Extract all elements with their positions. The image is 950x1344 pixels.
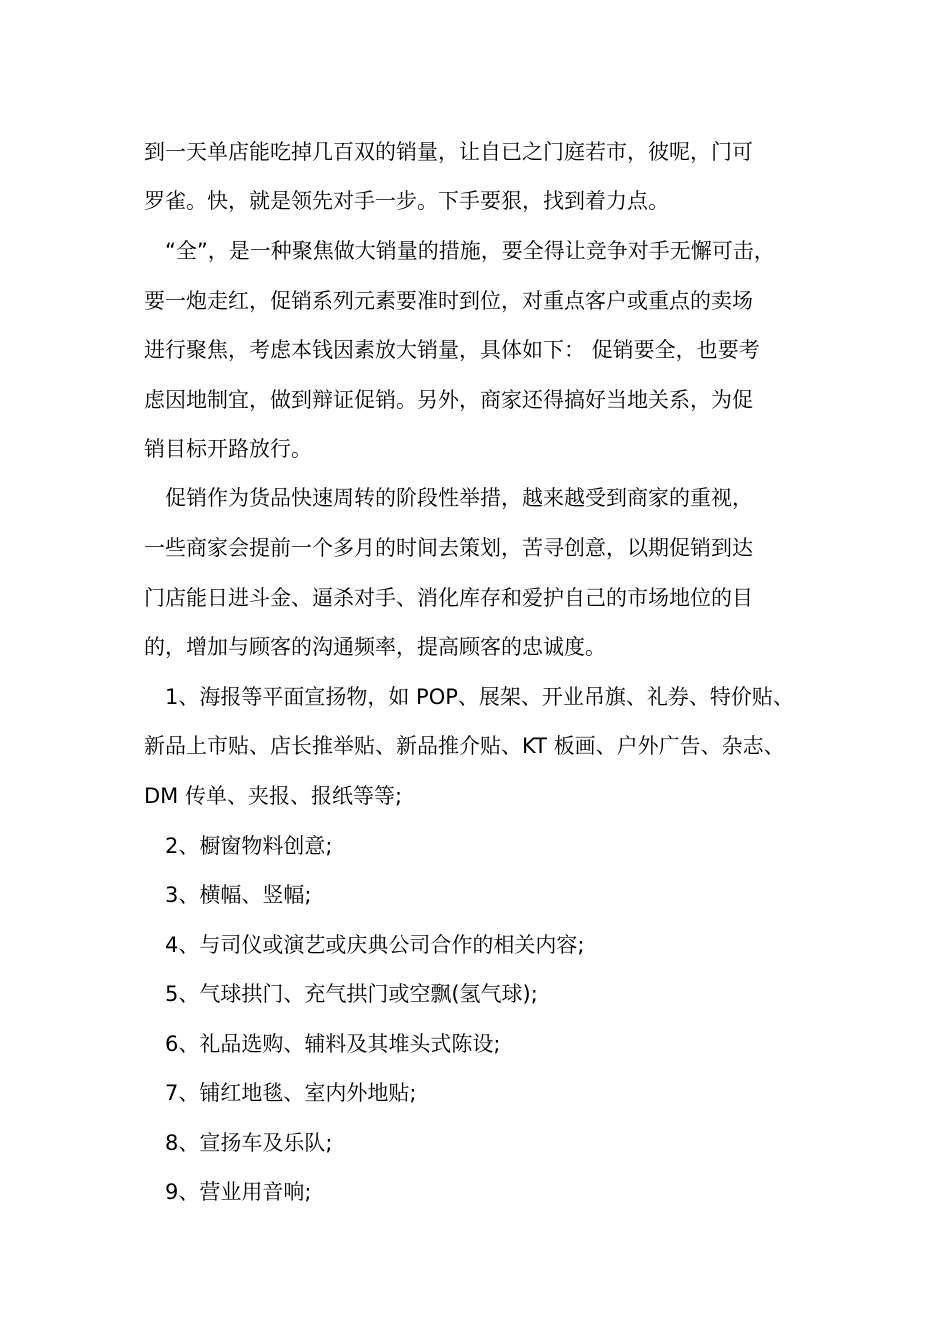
text-line: 销目标开路放行。: [144, 437, 312, 461]
text-line: 9、营业用音响;: [165, 1180, 312, 1204]
text-line: 虑因地制宜，做到辩证促销。另外，商家还得搞好当地关系，为促: [144, 388, 753, 412]
text-line: 到一天单店能吃掉几百双的销量，让自已之门庭若市，彼呢，门可: [144, 140, 753, 164]
text-line: 进行聚焦，考虑本钱因素放大销量，具体如下： 促销要全，也要考: [144, 338, 760, 362]
text-line: 一些商家会提前一个多月的时间去策划，苦寻创意，以期促销到达: [144, 536, 753, 560]
text-line: 促销作为货品快速周转的阶段性举措，越来越受到商家的重视，: [165, 486, 753, 510]
text-line: 7、铺红地毯、室内外地贴;: [165, 1081, 417, 1105]
text-line: 8、宣扬车及乐队;: [165, 1131, 333, 1155]
text-line: “全”，是一种聚焦做大销量的措施，要全得让竞争对手无懈可击，: [165, 239, 775, 263]
text-line: 1、海报等平面宣扬物，如 POP、展架、开业吊旗、礼券、特价贴、: [165, 685, 794, 709]
text-line: DM 传单、夹报、报纸等等;: [144, 784, 403, 808]
text-line: 2、橱窗物料创意;: [165, 834, 333, 858]
text-line: 5、气球拱门、充气拱门或空飘(氢气球);: [165, 982, 538, 1006]
text-line: 4、与司仪或演艺或庆典公司合作的相关内容;: [165, 933, 585, 957]
text-line: 6、礼品选购、辅料及其堆头式陈设;: [165, 1032, 501, 1056]
text-line: 的，增加与顾客的沟通频率，提高顾客的忠诚度。: [144, 635, 606, 659]
text-line: 要一炮走红，促销系列元素要准时到位，对重点客户或重点的卖场: [144, 289, 753, 313]
text-line: 门店能日进斗金、逼杀对手、消化库存和爱护自己的市场地位的目: [144, 586, 753, 610]
text-line: 新品上市贴、店长推举贴、新品推介贴、KT 板画、户外广告、杂志、: [144, 734, 785, 758]
text-line: 3、横幅、竖幅;: [165, 883, 312, 907]
text-line: 罗雀。快，就是领先对手一步。下手要狠，找到着力点。: [144, 189, 669, 213]
